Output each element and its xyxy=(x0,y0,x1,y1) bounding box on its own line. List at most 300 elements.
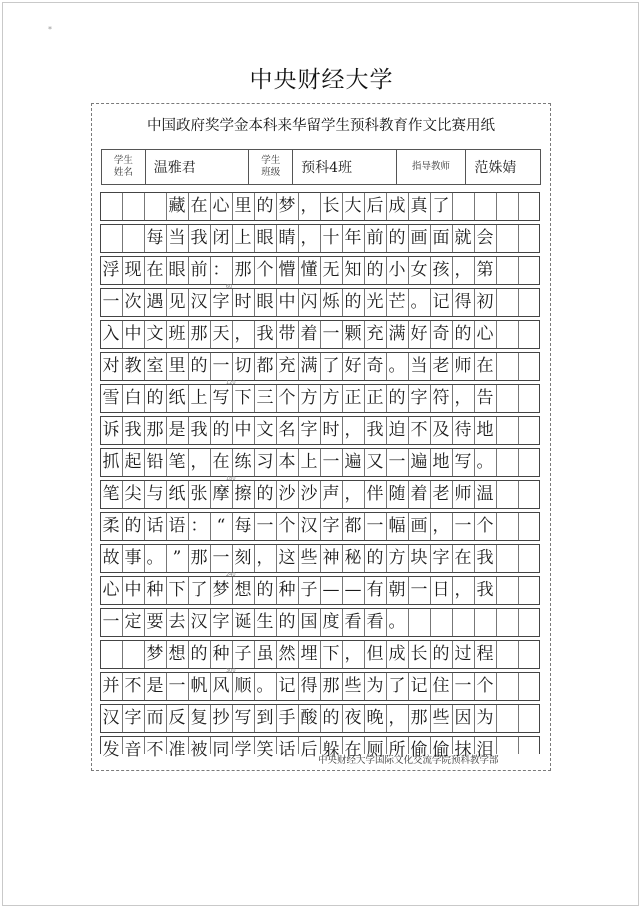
grid-char: 上 xyxy=(300,452,318,472)
grid-char: 正 xyxy=(366,388,384,408)
grid-char: 因 xyxy=(454,708,472,728)
grid-char: ， xyxy=(190,452,208,472)
grid-char: 偷 xyxy=(410,740,428,760)
grid-char: 。 xyxy=(146,548,164,568)
grid-char: 次 xyxy=(124,292,142,312)
grid-char: 抓 xyxy=(102,452,120,472)
grid-char: 正 xyxy=(344,388,362,408)
grid-char: 睛 xyxy=(278,228,296,248)
grid-char: 国 xyxy=(300,612,318,632)
grid-char: 一 xyxy=(102,612,120,632)
grid-char: 无 xyxy=(322,260,340,280)
grid-char: 那 xyxy=(322,676,340,696)
grid-char: 面 xyxy=(432,228,450,248)
grid-char: 方 xyxy=(388,548,406,568)
grid-char xyxy=(496,320,518,348)
grid-char: 前 xyxy=(190,260,208,280)
grid-char: 为 xyxy=(366,676,384,696)
grid-char: 是 xyxy=(146,676,164,696)
grid-char: 的 xyxy=(278,612,296,632)
grid-char: 种 xyxy=(212,644,230,664)
grid-char xyxy=(496,736,518,764)
grid-char: 真 xyxy=(410,196,428,216)
grid-char: 我 xyxy=(190,420,208,440)
grid-char: 子 xyxy=(234,644,252,664)
grid-char: 梦 xyxy=(146,644,164,664)
grid-char xyxy=(518,448,540,476)
grid-char: ， xyxy=(300,196,318,216)
grid-char: 中 xyxy=(124,324,142,344)
grid-char: 神 xyxy=(322,548,340,568)
grid-char xyxy=(518,544,540,572)
grid-char: 好 xyxy=(344,356,362,376)
grid-char xyxy=(518,224,540,252)
grid-char: 在 xyxy=(476,356,494,376)
grid-char: 闭 xyxy=(212,228,230,248)
grid-char: 。 xyxy=(388,356,406,376)
grid-char xyxy=(408,608,430,636)
grid-char: 师 xyxy=(454,484,472,504)
student-name-label-cell xyxy=(102,150,146,184)
grid-char: 块 xyxy=(410,548,428,568)
grid-char: 在 xyxy=(454,548,472,568)
grid-char: 那 xyxy=(146,420,164,440)
grid-char xyxy=(496,608,518,636)
grid-char: 的 xyxy=(454,324,472,344)
grid-char: 地 xyxy=(476,420,494,440)
grid-char: 。 xyxy=(388,612,406,632)
grid-char: 汉 xyxy=(190,292,208,312)
grid-row xyxy=(100,416,540,444)
grid-char: 去 xyxy=(168,612,186,632)
grid-char: 那 xyxy=(190,324,208,344)
grid-char: ， xyxy=(256,548,274,568)
grid-char xyxy=(518,608,540,636)
grid-char: 的 xyxy=(256,580,274,600)
grid-char: 字 xyxy=(212,292,230,312)
grid-char: 笔 xyxy=(168,452,186,472)
grid-char: 的 xyxy=(256,196,274,216)
grid-char xyxy=(496,672,518,700)
grid-char: 心 xyxy=(102,580,120,600)
grid-char: 老 xyxy=(432,484,450,504)
grid-char: 个 xyxy=(476,516,494,536)
grid-char: 摩 xyxy=(212,484,230,504)
grid-char: 不 xyxy=(146,740,164,760)
grid-char xyxy=(430,608,452,636)
grid-char: 里 xyxy=(168,356,186,376)
grid-row xyxy=(100,384,540,412)
grid-char xyxy=(474,608,496,636)
grid-char: 在 xyxy=(212,452,230,472)
grid-char: 小 xyxy=(388,260,406,280)
grid-char: 前 xyxy=(366,228,384,248)
grid-char: 知 xyxy=(344,260,362,280)
grid-char: 字 xyxy=(212,612,230,632)
grid-char: 长 xyxy=(410,644,428,664)
grid-char: 中 xyxy=(124,580,142,600)
grid-char xyxy=(518,384,540,412)
grid-char: — xyxy=(322,580,340,600)
grid-char: 。 xyxy=(410,292,428,312)
grid-char: ： xyxy=(212,260,230,280)
class-label-cell xyxy=(249,150,293,184)
grid-char: 住 xyxy=(432,676,450,696)
grid-char: 名 xyxy=(278,420,296,440)
grid-char: 写 xyxy=(212,388,230,408)
grid-char: 得 xyxy=(300,676,318,696)
grid-char: ， xyxy=(234,324,252,344)
class-label-line2: 班级 xyxy=(261,167,281,178)
grid-char: 当 xyxy=(410,356,428,376)
grid-char: 要 xyxy=(146,612,164,632)
grid-char: 本 xyxy=(278,452,296,472)
grid-char: 顺 xyxy=(234,676,252,696)
grid-char: 夜 xyxy=(344,708,362,728)
grid-char: 方 xyxy=(300,388,318,408)
grid-char: 那 xyxy=(234,260,252,280)
grid-char: 文 xyxy=(256,420,274,440)
grid-char: 的 xyxy=(190,644,208,664)
grid-char: 切 xyxy=(234,356,252,376)
grid-char: 但 xyxy=(366,644,384,664)
grid-char: 芒 xyxy=(388,292,406,312)
grid-char: 的 xyxy=(124,516,142,536)
grid-char: 就 xyxy=(454,228,472,248)
grid-char: 些 xyxy=(300,548,318,568)
grid-char: 心 xyxy=(212,196,230,216)
grid-char: 些 xyxy=(344,676,362,696)
grid-row xyxy=(100,640,540,668)
grid-char: ， xyxy=(344,420,362,440)
grid-char: 偷 xyxy=(432,740,450,760)
grid-char xyxy=(518,672,540,700)
grid-char xyxy=(496,192,518,220)
grid-char xyxy=(518,256,540,284)
grid-char: 年 xyxy=(344,228,362,248)
grid-char: 子 xyxy=(300,580,318,600)
grid-char: 孩 xyxy=(432,260,450,280)
grid-char: 又 xyxy=(366,452,384,472)
student-name-value: 温雅君 xyxy=(146,150,250,184)
grid-char: 个 xyxy=(476,676,494,696)
char-count-mark: 300 xyxy=(226,668,236,674)
grid-char: 抹 xyxy=(454,740,472,760)
grid-char: 度 xyxy=(322,612,340,632)
grid-char: 并 xyxy=(102,676,120,696)
grid-char: 故 xyxy=(102,548,120,568)
grid-char: 入 xyxy=(102,324,120,344)
grid-char: 铅 xyxy=(146,452,164,472)
grid-char: 个 xyxy=(256,260,274,280)
grid-char: ， xyxy=(454,260,472,280)
grid-row xyxy=(100,608,540,636)
grid-char: 遇 xyxy=(146,292,164,312)
grid-char: 女 xyxy=(410,260,428,280)
grid-char: 中 xyxy=(234,420,252,440)
grid-char: 纸 xyxy=(168,484,186,504)
grid-char xyxy=(518,576,540,604)
grid-char: ， xyxy=(344,484,362,504)
grid-char xyxy=(496,512,518,540)
grid-char: 都 xyxy=(256,356,274,376)
grid-char: 得 xyxy=(454,292,472,312)
grid-char: 了 xyxy=(388,676,406,696)
grid-char: 充 xyxy=(366,324,384,344)
grid-char: 张 xyxy=(190,484,208,504)
grid-char: 及 xyxy=(432,420,450,440)
grid-char: 随 xyxy=(388,484,406,504)
grid-char: 中 xyxy=(278,292,296,312)
grid-char: 每 xyxy=(146,228,164,248)
grid-char: ， xyxy=(432,516,450,536)
grid-char: 初 xyxy=(476,292,494,312)
grid-char: 伴 xyxy=(366,484,384,504)
grid-char: 我 xyxy=(476,580,494,600)
grid-char: 白 xyxy=(124,388,142,408)
grid-char: 记 xyxy=(278,676,296,696)
grid-char: 遍 xyxy=(344,452,362,472)
footer-department: 中央财经大学国际文化交流学院预科教学部 xyxy=(318,755,499,766)
grid-char: 时 xyxy=(234,292,252,312)
grid-char: 的 xyxy=(366,260,384,280)
grid-char: 我 xyxy=(124,420,142,440)
grid-char: 到 xyxy=(256,708,274,728)
grid-char: 对 xyxy=(102,356,120,376)
grid-char: 满 xyxy=(388,324,406,344)
grid-char: 学 xyxy=(234,740,252,760)
grid-char: 符 xyxy=(432,388,450,408)
grid-char: 的 xyxy=(146,388,164,408)
grid-char: 躲 xyxy=(322,740,340,760)
grid-char: 诉 xyxy=(102,420,120,440)
grid-char: 一 xyxy=(256,516,274,536)
grid-char: 画 xyxy=(410,516,428,536)
grid-char xyxy=(518,416,540,444)
grid-char xyxy=(496,576,518,604)
grid-char: 文 xyxy=(146,324,164,344)
grid-char: 汉 xyxy=(300,516,318,536)
grid-char: 字 xyxy=(410,388,428,408)
grid-char: 上 xyxy=(234,228,252,248)
grid-row xyxy=(100,672,540,700)
grid-char: 一 xyxy=(454,516,472,536)
grid-char: 不 xyxy=(410,420,428,440)
grid-char: 一 xyxy=(212,356,230,376)
grid-char xyxy=(496,288,518,316)
grid-char: 成 xyxy=(388,196,406,216)
grid-char: 沙 xyxy=(300,484,318,504)
grid-char: 地 xyxy=(432,452,450,472)
grid-char: 起 xyxy=(124,452,142,472)
grid-char: 奇 xyxy=(432,324,450,344)
grid-char: ” xyxy=(172,548,182,568)
grid-char: 充 xyxy=(278,356,296,376)
grid-char: “ xyxy=(216,516,226,536)
grid-char: 被 xyxy=(190,740,208,760)
grid-char: 好 xyxy=(410,324,428,344)
grid-char: 上 xyxy=(190,388,208,408)
grid-char xyxy=(122,192,144,220)
grid-char: 汉 xyxy=(102,708,120,728)
grid-char xyxy=(100,192,122,220)
grid-char: ， xyxy=(454,580,472,600)
char-count-mark: 120 xyxy=(226,380,236,386)
grid-char: 所 xyxy=(388,740,406,760)
grid-char: 习 xyxy=(256,452,274,472)
grid-char: 为 xyxy=(476,708,494,728)
grid-char: 里 xyxy=(234,196,252,216)
grid-char: 反 xyxy=(168,708,186,728)
grid-char xyxy=(518,192,540,220)
student-info-table xyxy=(101,149,541,185)
grid-char: 藏 xyxy=(168,196,186,216)
grid-char: 第 xyxy=(476,260,494,280)
grid-char: 我 xyxy=(256,324,274,344)
grid-char xyxy=(100,224,122,252)
grid-row xyxy=(100,576,540,604)
grid-char: 当 xyxy=(168,228,186,248)
grid-char: 梦 xyxy=(212,580,230,600)
grid-char: 天 xyxy=(212,324,230,344)
grid-char: 三 xyxy=(256,388,274,408)
grid-char: 着 xyxy=(410,484,428,504)
grid-char: 个 xyxy=(278,516,296,536)
grid-char: 一 xyxy=(102,292,120,312)
grid-char: 想 xyxy=(168,644,186,664)
grid-char xyxy=(496,384,518,412)
grid-char: 帆 xyxy=(190,676,208,696)
grid-char xyxy=(518,640,540,668)
grid-char: 一 xyxy=(322,452,340,472)
university-title: 中央财经大学 xyxy=(249,67,394,93)
grid-row xyxy=(100,352,540,380)
grid-char: 晚 xyxy=(366,708,384,728)
grid-char xyxy=(496,416,518,444)
grid-char: 复 xyxy=(190,708,208,728)
grid-char: 与 xyxy=(146,484,164,504)
grid-char: 会 xyxy=(476,228,494,248)
grid-char: 一 xyxy=(366,516,384,536)
grid-char: 定 xyxy=(124,612,142,632)
grid-char: 我 xyxy=(366,420,384,440)
grid-char: 每 xyxy=(234,516,252,536)
grid-char: 时 xyxy=(322,420,340,440)
grid-char: 埋 xyxy=(300,644,318,664)
grid-char xyxy=(496,352,518,380)
grid-char: 的 xyxy=(388,388,406,408)
grid-char: 一 xyxy=(454,676,472,696)
grid-char: 一 xyxy=(212,548,230,568)
grid-char: 一 xyxy=(410,580,428,600)
scan-speck: * xyxy=(48,25,52,34)
grid-char: 种 xyxy=(278,580,296,600)
grid-char: 字 xyxy=(300,420,318,440)
grid-char: 准 xyxy=(168,740,186,760)
grid-char: 温 xyxy=(476,484,494,504)
grid-char: 了 xyxy=(190,580,208,600)
grid-char xyxy=(496,448,518,476)
grid-char: 生 xyxy=(256,612,274,632)
grid-char: 看 xyxy=(366,612,384,632)
student-name-label-line2: 姓名 xyxy=(113,167,133,178)
grid-char: 柔 xyxy=(102,516,120,536)
grid-char xyxy=(452,608,474,636)
grid-row xyxy=(100,256,540,284)
grid-char: 待 xyxy=(454,420,472,440)
grid-char: 闪 xyxy=(300,292,318,312)
grid-char xyxy=(496,704,518,732)
grid-char: 教 xyxy=(124,356,142,376)
grid-char: 光 xyxy=(366,292,384,312)
grid-char: 字 xyxy=(322,516,340,536)
grid-char: 的 xyxy=(322,708,340,728)
grid-char: 有 xyxy=(366,580,384,600)
grid-char xyxy=(518,512,540,540)
grid-char: 这 xyxy=(278,548,296,568)
grid-char: 风 xyxy=(212,676,230,696)
grid-char xyxy=(452,192,474,220)
teacher-label: 指导教师 xyxy=(411,161,450,172)
grid-row xyxy=(100,480,540,508)
grid-row xyxy=(100,320,540,348)
grid-char: 写 xyxy=(234,708,252,728)
grid-char: 纸 xyxy=(168,388,186,408)
char-count-mark: 240 xyxy=(226,572,236,578)
grid-char: 厕 xyxy=(366,740,384,760)
grid-char: 的 xyxy=(366,548,384,568)
grid-char: 颗 xyxy=(344,324,362,344)
grid-char: 的 xyxy=(190,356,208,376)
grid-char: 浮 xyxy=(102,260,120,280)
grid-char: 一 xyxy=(322,324,340,344)
grid-char: 下 xyxy=(168,580,186,600)
grid-char: 带 xyxy=(278,324,296,344)
grid-char: 笔 xyxy=(102,484,120,504)
grid-char: 在 xyxy=(146,260,164,280)
grid-char: 下 xyxy=(234,388,252,408)
grid-char: 发 xyxy=(102,740,120,760)
grid-char: 字 xyxy=(124,708,142,728)
student-name-label-line1: 学生 xyxy=(113,155,133,166)
grid-char: 那 xyxy=(190,548,208,568)
grid-char: ， xyxy=(344,644,362,664)
grid-char: 汉 xyxy=(190,612,208,632)
grid-char: 十 xyxy=(322,228,340,248)
grid-char: 些 xyxy=(432,708,450,728)
grid-char: 个 xyxy=(278,388,296,408)
grid-char: 抄 xyxy=(212,708,230,728)
grid-char xyxy=(518,480,540,508)
grid-char: ， xyxy=(454,388,472,408)
grid-char: 了 xyxy=(432,196,450,216)
grid-row xyxy=(100,448,540,476)
grid-char: 的 xyxy=(432,644,450,664)
grid-char: 心 xyxy=(476,324,494,344)
sheet-title: 中国政府奖学金本科来华留学生预科教育作文比赛用纸 xyxy=(147,118,495,134)
grid-row xyxy=(100,704,540,732)
grid-char: 满 xyxy=(300,356,318,376)
grid-char: ， xyxy=(300,228,318,248)
grid-char: 尖 xyxy=(124,484,142,504)
grid-char: 画 xyxy=(410,228,428,248)
grid-char: 练 xyxy=(234,452,252,472)
grid-char: 。 xyxy=(256,676,274,696)
grid-char: 音 xyxy=(124,740,142,760)
grid-char: ， xyxy=(388,708,406,728)
grid-char: 着 xyxy=(300,324,318,344)
grid-char: 幅 xyxy=(388,516,406,536)
